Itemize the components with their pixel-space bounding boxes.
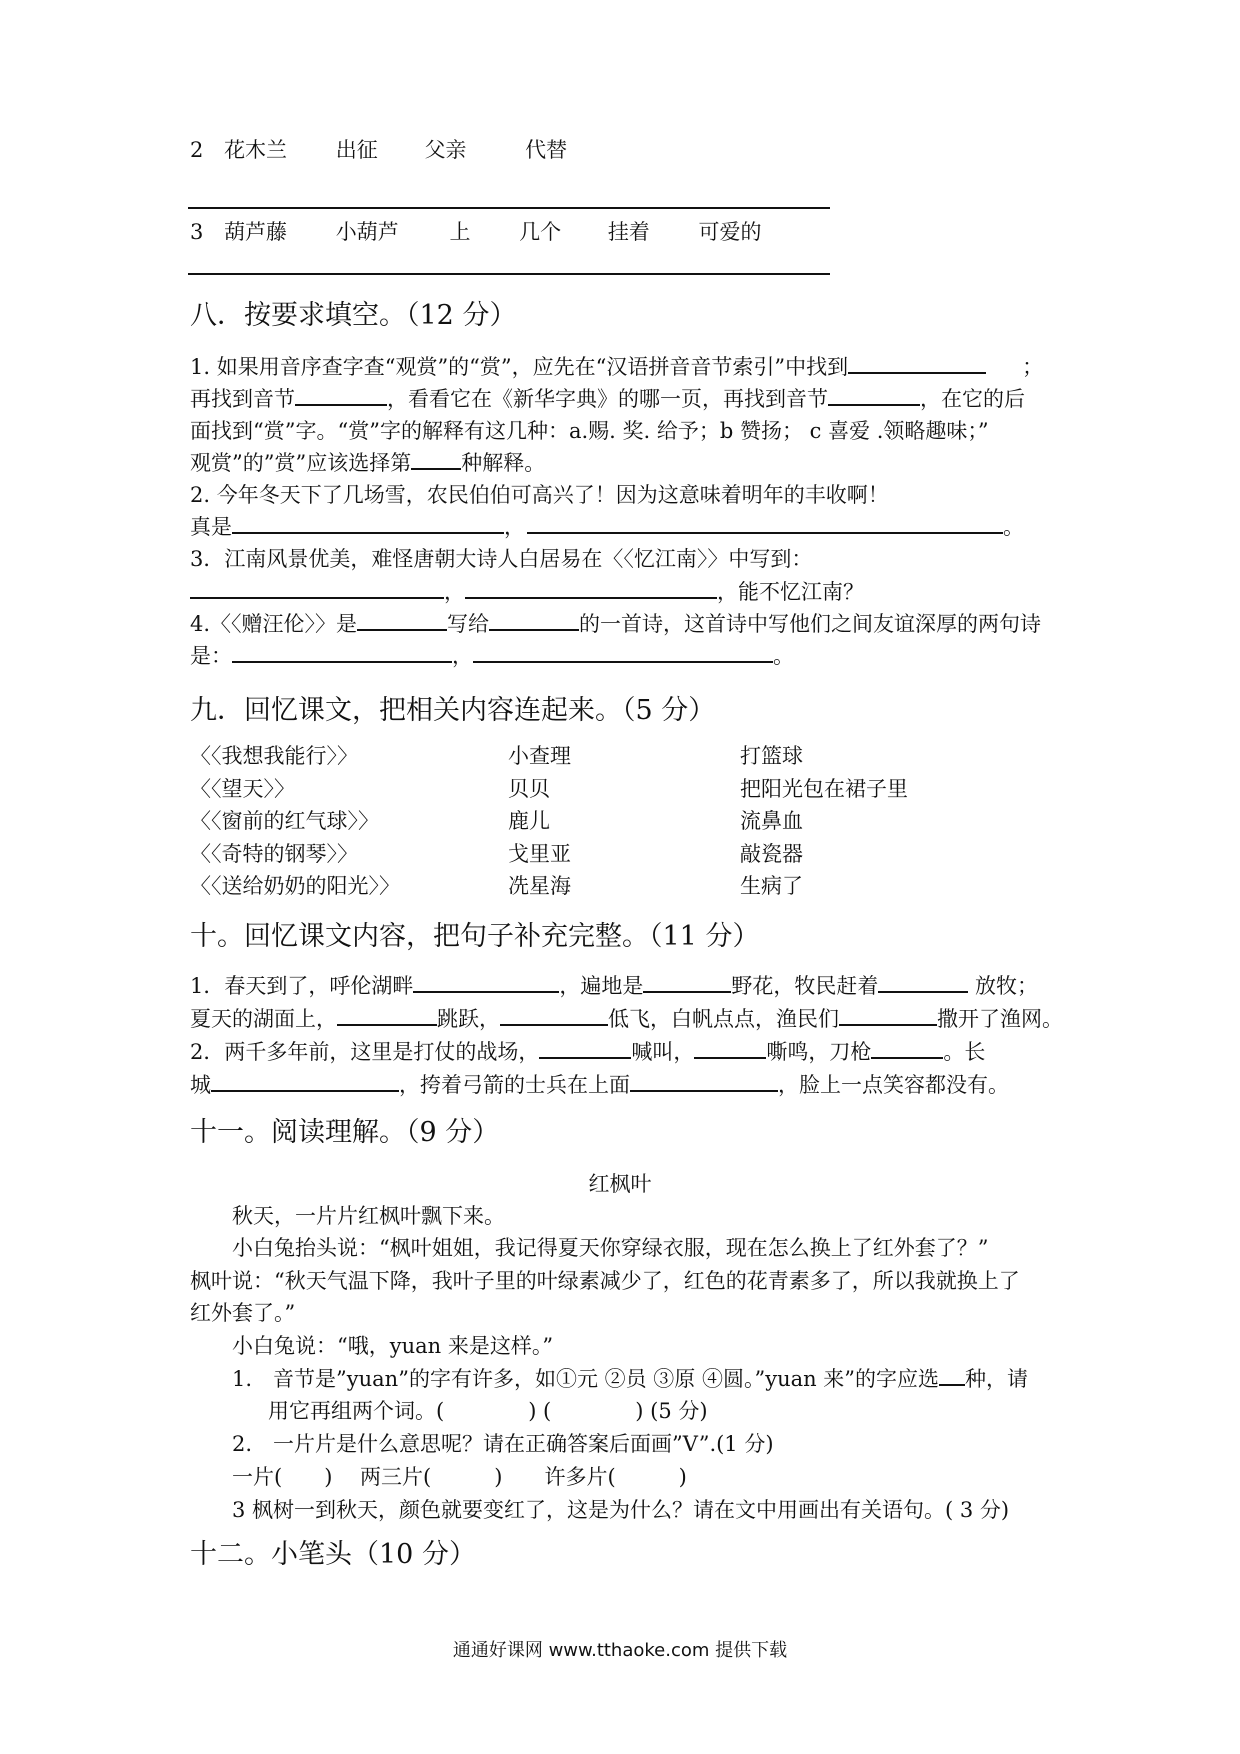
s11-q1-line2: 用它再组两个词。( ) ( ) (5 分): [268, 1399, 708, 1423]
word: 父亲: [424, 138, 467, 162]
s8-q1-line4: [190, 450, 545, 476]
text: ，脸上一点笑容都没有。: [778, 1073, 1009, 1097]
word: 可爱的: [698, 220, 762, 244]
s8-q2-line1: 2. 今年冬天下了几场雪，农民伯伯可高兴了！因为这意味着明年的丰收啊！: [190, 483, 889, 507]
match-col3-item[interactable]: 流鼻血: [740, 809, 803, 833]
text: 放牧；: [968, 974, 1039, 998]
text: 是：: [190, 644, 232, 668]
text: ，在它的后: [920, 387, 1025, 411]
s10-q2-line1: [190, 1039, 985, 1065]
text: 种，请: [965, 1367, 1029, 1391]
match-col1-item[interactable]: 〈〈送给奶奶的阳光〉〉: [190, 874, 400, 898]
blank[interactable]: [500, 1006, 608, 1026]
blank[interactable]: [232, 643, 452, 663]
text: 。长: [943, 1040, 986, 1064]
word: 几个: [519, 220, 562, 244]
match-col1-item[interactable]: 〈〈我想我能行〉〉: [190, 744, 358, 768]
text: 城: [190, 1073, 211, 1097]
passage-p1: 秋天，一片片红枫叶飘下来。: [232, 1204, 505, 1228]
text: 喊叫，: [631, 1040, 695, 1064]
blank[interactable]: [878, 973, 968, 993]
blank[interactable]: [211, 1072, 399, 1092]
s8-q1-line3: 面找到“赏”字。“赏”字的解释有这几种：a.赐. 奖. 给予；b 赞扬； c 喜爱 .领略趣味；”: [190, 419, 989, 443]
text: 种解释。: [461, 451, 546, 475]
blank[interactable]: [848, 354, 986, 374]
blank[interactable]: [411, 450, 461, 470]
q7-item-2: [190, 137, 567, 163]
text: ，能不忆江南？: [717, 580, 864, 604]
passage-title: 红枫叶: [588, 1172, 652, 1196]
text: 4.〈〈赠汪伦〉〉是: [190, 612, 358, 636]
section-10-heading: 十。回忆课文内容，把句子补充完整。（11 分）: [190, 921, 760, 952]
s11-q1-line1: [232, 1366, 1028, 1392]
blank[interactable]: [357, 611, 447, 631]
word: 上: [449, 220, 471, 244]
text: 嘶鸣，刀枪: [766, 1040, 872, 1064]
match-col2-item[interactable]: 贝贝: [508, 776, 550, 801]
match-col2-item[interactable]: 小查理: [508, 744, 571, 768]
match-col3-item[interactable]: 生病了: [740, 874, 803, 898]
blank[interactable]: [630, 1072, 778, 1092]
text: ，挎着弓箭的士兵在上面: [399, 1073, 630, 1097]
match-col1-item[interactable]: 〈〈奇特的钢琴〉〉: [190, 841, 358, 866]
section-12-heading: 十二。小笔头（10 分）: [190, 1539, 476, 1570]
match-col2-item[interactable]: 鹿儿: [508, 809, 550, 833]
s11-q2-line2: 一片( ) 两三片( ) 许多片( ): [232, 1465, 687, 1489]
text: 1. 如果用音序查字查“观赏”的“赏”，应先在“汉语拼音音节索引”中找到: [190, 355, 849, 379]
text: 。: [773, 644, 794, 668]
section-11-heading: 十一。阅读理解。（9 分）: [190, 1117, 500, 1148]
blank[interactable]: [489, 611, 579, 631]
text: 。: [1003, 515, 1024, 539]
blank[interactable]: [939, 1366, 965, 1386]
answer-line[interactable]: [188, 273, 830, 275]
s8-q3-line1: 3．江南风景优美，难怪唐朝大诗人白居易在〈〈忆江南〉〉中写到：: [190, 547, 813, 571]
word: 挂着: [607, 220, 650, 244]
s8-q4-line2: [190, 643, 794, 669]
text: ，遍地是: [559, 974, 644, 998]
text: 1. 音节是”yuan”的字有许多，如①元 ②员 ③原 ④圆。”yuan 来”的字应选: [232, 1367, 940, 1391]
word: 代替: [525, 138, 568, 162]
blank[interactable]: [694, 1039, 766, 1059]
blank[interactable]: [539, 1039, 631, 1059]
s11-q3: 3 枫树一到秋天，颜色就要变红了，这是为什么？请在文中用画出有关语句。( 3 分): [232, 1498, 1010, 1522]
text: 跳跃，: [437, 1007, 500, 1031]
match-col3-item[interactable]: 把阳光包在裙子里: [740, 776, 908, 801]
text: 写给: [447, 612, 490, 636]
match-col3-item[interactable]: 敲瓷器: [740, 841, 803, 866]
blank[interactable]: [871, 1039, 943, 1059]
passage-p2a: 小白兔抬头说：“枫叶姐姐，我记得夏天你穿绿衣服，现在怎么换上了红外套了？”: [232, 1236, 989, 1260]
passage-p2b: 枫叶说：“秋天气温下降，我叶子里的叶绿素减少了，红色的花青素多了，所以我就换上了: [190, 1269, 1020, 1293]
s10-q1-line1: [190, 973, 1038, 999]
match-col1-item[interactable]: 〈〈窗前的红气球〉〉: [190, 809, 379, 833]
text: 真是: [190, 515, 232, 539]
word: 出征: [335, 138, 378, 162]
text: 1．春天到了，呼伦湖畔: [190, 974, 414, 998]
s8-q2-line2: [190, 514, 1024, 540]
s8-q1-line2: [190, 386, 1025, 412]
text: ，: [504, 515, 525, 539]
blank[interactable]: [232, 514, 504, 534]
text: ，看看它在《新华字典》的哪一页，再找到音节: [387, 387, 828, 411]
text: ，: [452, 644, 473, 668]
item-number: 3: [190, 220, 204, 244]
word: 小葫芦: [335, 220, 399, 244]
text: ；: [1022, 355, 1044, 379]
section-8-heading: 八．按要求填空。（12 分）: [190, 300, 517, 331]
blank[interactable]: [828, 386, 920, 406]
blank[interactable]: [527, 514, 1003, 534]
blank[interactable]: [337, 1006, 437, 1026]
s11-q2-line1: 2. 一片片是什么意思呢？请在正确答案后面画”V”.(1 分): [232, 1432, 774, 1456]
s8-q3-line2: [190, 579, 864, 605]
blank[interactable]: [643, 973, 731, 993]
q7-item-3: [190, 219, 762, 245]
s10-q1-line2: [190, 1006, 1063, 1032]
text: ，: [444, 580, 465, 604]
text: 的一首诗，这首诗中写他们之间友谊深厚的两句诗: [579, 612, 1042, 636]
text: 2．两千多年前，这里是打仗的战场，: [190, 1040, 540, 1064]
text: 野花，牧民赶着: [731, 974, 879, 998]
footer-credit: 通通好课网 www.tthaoke.com 提供下载: [452, 1640, 788, 1661]
item-number: 2: [190, 138, 204, 162]
blank[interactable]: [190, 579, 444, 599]
match-col2-item[interactable]: 戈里亚: [508, 841, 571, 866]
s8-q4-line1: [190, 611, 1041, 637]
word: 葫芦藤: [224, 220, 288, 244]
text: 再找到音节: [190, 387, 295, 411]
s10-q2-line2: [190, 1072, 1009, 1098]
blank[interactable]: [295, 386, 387, 406]
blank[interactable]: [473, 643, 773, 663]
blank[interactable]: [465, 579, 717, 599]
text: 低飞，白帆点点，渔民们: [608, 1007, 839, 1031]
match-col2-item[interactable]: 冼星海: [508, 874, 571, 898]
word: 花木兰: [224, 138, 288, 162]
blank[interactable]: [413, 973, 559, 993]
s8-q1-line1: [190, 354, 1043, 380]
text: 撒开了渔网。: [937, 1007, 1063, 1031]
passage-p2c: 红外套了。”: [190, 1301, 296, 1325]
blank[interactable]: [839, 1006, 937, 1026]
text: 观赏”的”赏”应该选择第: [190, 451, 412, 475]
passage-p3: 小白兔说：“哦，yuan 来是这样。”: [232, 1334, 554, 1358]
section-9-heading: 九．回忆课文，把相关内容连起来。（5 分）: [190, 695, 716, 726]
match-col3-item[interactable]: 打篮球: [740, 744, 803, 768]
match-col1-item[interactable]: 〈〈望天〉〉: [190, 776, 295, 801]
text: 夏天的湖面上，: [190, 1007, 337, 1031]
answer-line[interactable]: [188, 207, 830, 209]
